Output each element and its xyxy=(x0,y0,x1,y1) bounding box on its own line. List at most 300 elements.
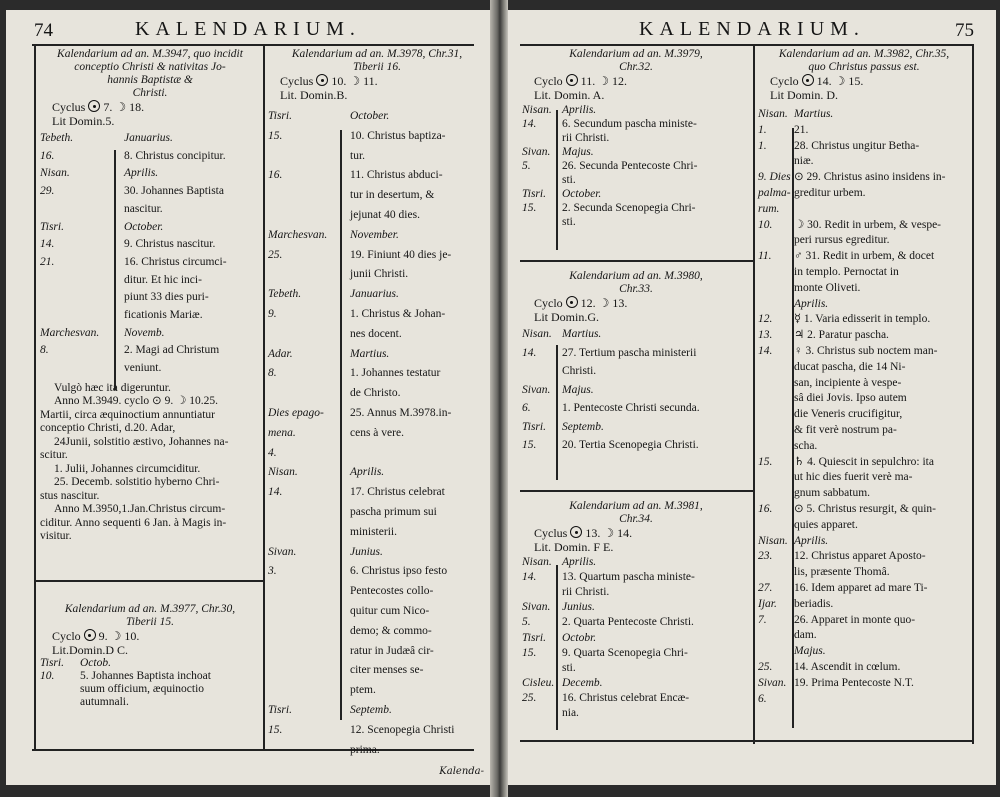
hebrew-date: Nisan. xyxy=(522,104,552,116)
hebrew-date: 15. xyxy=(522,646,537,659)
entry-text: 2. Quarta Pentecoste Christi. xyxy=(562,616,694,629)
dominical-letter: Lit Domin.G. xyxy=(534,310,599,324)
entry-text: 30. Johannes Baptista xyxy=(124,185,224,198)
hebrew-date: 1. xyxy=(758,123,767,136)
calendar-row xyxy=(758,171,970,185)
calendar-heading: Tiberii 15. xyxy=(126,616,174,628)
hebrew-date: Cisleu. xyxy=(522,676,555,689)
entry-text: citer menses se- xyxy=(350,664,424,677)
calendar-row xyxy=(522,118,750,132)
calendar-heading: quo Christus passus est. xyxy=(808,61,920,73)
hebrew-date: 21. xyxy=(40,255,55,268)
calendar-heading: Kalendarium ad an. M.3978, Chr.31, xyxy=(291,48,463,60)
calendar-row xyxy=(522,216,750,230)
entry-text: beriadis. xyxy=(794,597,834,610)
entry-text: 1. Johannes testatur xyxy=(350,367,441,380)
calendar-row xyxy=(522,146,750,160)
julian-month: Majus. xyxy=(562,383,594,396)
hebrew-date: 14. xyxy=(268,486,283,499)
calendar-row xyxy=(522,677,750,691)
calendar-row xyxy=(758,456,970,470)
entry-text: 1. Christus & Johan- xyxy=(350,308,446,320)
calendar-row xyxy=(758,392,970,406)
calendar-row xyxy=(758,345,970,359)
entry-text: ptem. xyxy=(350,684,376,697)
calendar-heading: Kalendarium ad an. M.3977, Chr.30, xyxy=(64,603,236,615)
cycle-lunar: ☽ 15. xyxy=(834,74,864,88)
calendar-row xyxy=(758,645,970,659)
julian-month: November. xyxy=(350,228,399,241)
hebrew-date: 12. xyxy=(758,313,773,326)
entry-text: ☽ 30. Redit in urbem, & vespe- xyxy=(794,218,942,231)
sun-icon xyxy=(316,74,328,86)
calendar-row xyxy=(758,598,970,612)
entry-text: 5. Johannes Baptista inchoat xyxy=(80,670,211,682)
calendar-row xyxy=(758,629,970,643)
entry-text: 2. Secunda Scenopegia Chri- xyxy=(562,202,696,214)
hebrew-date: 14. xyxy=(40,238,55,251)
calendar-row xyxy=(758,203,970,217)
julian-month: Octobr. xyxy=(562,631,597,644)
entry-text: nia. xyxy=(562,707,579,719)
hebrew-date: 14. xyxy=(758,345,773,357)
cycle-lunar: ☽ 11. xyxy=(349,74,378,88)
hebrew-date: Sivan. xyxy=(758,676,787,689)
top-rule-left xyxy=(32,44,474,46)
hebrew-date: 16. xyxy=(758,503,773,515)
calendar-row xyxy=(268,585,486,599)
calendar-row xyxy=(758,266,970,280)
calendar-row xyxy=(40,185,260,199)
calendar-row xyxy=(268,229,486,243)
top-rule-right xyxy=(520,44,972,46)
calendar-row xyxy=(522,202,750,216)
hebrew-date: Sivan. xyxy=(522,601,551,614)
hebrew-date: Nisan. xyxy=(522,328,552,340)
hebrew-date: Sivan. xyxy=(522,383,551,396)
entry-text: rii Christi. xyxy=(562,132,610,144)
calendar-row xyxy=(522,586,750,600)
hebrew-date: 25. xyxy=(758,661,773,673)
calendar-row xyxy=(268,268,486,282)
entry-text: tur in desertum, & xyxy=(350,189,435,202)
cycle-line xyxy=(40,100,260,114)
cycle-solar: 12. xyxy=(580,296,596,310)
entry-text: pascha primum sui xyxy=(350,506,437,518)
entry-text: 2. Magi ad Christum xyxy=(124,344,220,357)
hebrew-date: 10. xyxy=(758,218,773,231)
calendar-row xyxy=(758,329,970,343)
entry-text: ut hic dies fuerit verè ma- xyxy=(794,471,913,484)
julian-month: Decemb. xyxy=(562,676,603,689)
calendar-heading: Chr.33. xyxy=(619,283,653,295)
cycle-label: Cyclus xyxy=(534,526,568,540)
note-line: Anno M.3950,1.Jan.Christus circum- xyxy=(54,503,226,516)
hebrew-date: 9. Dies xyxy=(758,171,791,184)
calendar-row xyxy=(758,313,970,327)
calendar-row xyxy=(758,582,970,596)
calendar-row xyxy=(522,188,750,202)
entry-text: demo; & commo- xyxy=(350,624,432,637)
entry-text: 19. Prima Pentecoste N.T. xyxy=(794,676,914,689)
calendar-row xyxy=(758,471,970,485)
cycle-solar: 14. xyxy=(816,74,832,88)
calendar-row xyxy=(522,632,750,646)
calendar-row xyxy=(268,506,486,520)
entry-text: nascitur. xyxy=(124,202,163,215)
cycle-lunar: ☽ 10. xyxy=(110,629,140,643)
calendar-row xyxy=(522,328,750,342)
running-title-right: KALENDARIUM. xyxy=(639,18,865,40)
note-line: Anno M.3949. cyclo ⊙ 9. ☽ 10.25. xyxy=(54,395,219,408)
entry-text: sti. xyxy=(562,174,576,186)
calendar-row xyxy=(758,535,970,549)
calendar-row xyxy=(758,519,970,533)
note-line: ciditur. Anno sequenti 6 Jan. à Magis in- xyxy=(40,516,227,529)
hebrew-date: 6. xyxy=(758,692,767,705)
calendar-row xyxy=(758,677,970,691)
running-head-left xyxy=(6,18,490,40)
calendar-row xyxy=(268,625,486,639)
entry-text: ⊙ 29. Christus asino insidens in- xyxy=(794,171,946,184)
julian-month: October. xyxy=(124,220,164,233)
calendar-row xyxy=(268,407,486,421)
calendar-row xyxy=(522,160,750,174)
calendar-row xyxy=(758,155,970,169)
calendar-row xyxy=(268,387,486,401)
cycle-label: Cyclo xyxy=(770,74,799,88)
dominical-letter: Lit. Domin. F E. xyxy=(534,540,614,554)
calendar-row xyxy=(268,209,486,223)
calendar-row xyxy=(758,282,970,296)
entry-text: sâ diei Jovis. Ipso autem xyxy=(794,392,907,405)
calendar-row xyxy=(268,150,486,164)
hebrew-date: 29. xyxy=(40,185,55,198)
hebrew-date: 11. xyxy=(758,250,772,263)
calendar-heading: Kalendarium ad an. M.3981, xyxy=(569,500,703,512)
calendar-row xyxy=(268,684,486,698)
hebrew-date: Tisri. xyxy=(40,220,64,233)
column-divider-left xyxy=(263,44,265,749)
calendar-heading: Kalendarium ad an. M.3980, xyxy=(569,270,703,282)
column-divider-right xyxy=(753,44,755,744)
calendar-row xyxy=(40,291,260,305)
hebrew-date: Adar. xyxy=(268,347,293,360)
entry-text: ⊙ 5. Christus resurgit, & quin- xyxy=(794,503,936,515)
calendar-heading: conceptio Christi & nativitas Jo- xyxy=(74,61,226,73)
entry-text: greditur urbem. xyxy=(794,187,866,199)
note-line: Martii, circa æquinoctium annuntiatur xyxy=(40,408,216,421)
entry-text: 14. Ascendit in cœlum. xyxy=(794,661,901,673)
julian-month: Aprilis. xyxy=(794,534,829,547)
calendar-row xyxy=(522,692,750,706)
hebrew-date: Nisan. xyxy=(40,167,70,180)
calendar-row xyxy=(522,347,750,361)
calendar-row xyxy=(40,327,260,341)
hebrew-date: 15. xyxy=(268,723,283,736)
entry-text: ducat pascha, die 14 Ni- xyxy=(794,360,906,373)
note-line: 1. Julii, Johannes circumciditur. xyxy=(54,462,201,475)
calendar-heading: Kalendarium ad an. M.3947, quo incidit xyxy=(57,48,243,60)
cycle-line xyxy=(522,526,750,540)
calendar-row xyxy=(268,110,486,124)
entry-text: 12. Scenopegia Christi xyxy=(350,723,455,736)
hebrew-date: Sivan. xyxy=(268,545,297,558)
cycle-solar: 9. xyxy=(98,629,108,643)
calendar-row xyxy=(758,487,970,501)
entry-text: lis, præsente Thomâ. xyxy=(794,566,890,579)
calendar-row xyxy=(522,439,750,453)
calendar-row xyxy=(522,616,750,630)
entry-text: Christi. xyxy=(562,365,597,377)
right-border xyxy=(972,44,974,744)
calendar-row xyxy=(522,421,750,435)
calendar-row xyxy=(758,108,970,122)
hebrew-date: Sivan. xyxy=(522,146,551,158)
hebrew-date: 1. xyxy=(758,139,767,152)
julian-month: Novemb. xyxy=(124,326,165,339)
calendar-row xyxy=(40,344,260,358)
hebrew-date: 14. xyxy=(522,571,537,584)
historical-note xyxy=(40,382,260,544)
hebrew-date: 23. xyxy=(758,550,773,563)
cycle-solar: 11. xyxy=(580,74,596,88)
entry-text: 9. Christus nascitur. xyxy=(124,238,216,251)
cycle-label: Cyclo xyxy=(534,296,563,310)
calendar-row xyxy=(522,174,750,188)
entry-text: in templo. Pernoctat in xyxy=(794,266,899,278)
dominical-letter: Lit Domin. D. xyxy=(770,88,838,102)
hebrew-date: Tisri. xyxy=(522,420,546,433)
cycle-label: Cyclo xyxy=(52,629,81,643)
entry-text: suum officium, æquinoctio xyxy=(80,683,205,695)
hebrew-date: 25. xyxy=(268,248,283,261)
calendar-row xyxy=(758,503,970,517)
note-line: 25. Decemb. solstitio hyberno Chri- xyxy=(54,476,220,489)
entry-text: 25. Annus M.3978.in- xyxy=(350,407,452,419)
calendar-row xyxy=(758,140,970,154)
calendar-row xyxy=(268,308,486,322)
julian-month: October. xyxy=(562,188,602,200)
entry-text: monte Oliveti. xyxy=(794,281,861,294)
hebrew-date: Tisri. xyxy=(522,188,546,200)
entry-text: nes docent. xyxy=(350,327,402,340)
entry-text: 16. Christus celebrat Encæ- xyxy=(562,691,690,704)
hebrew-date: 27. xyxy=(758,582,773,594)
calendar-row xyxy=(40,309,260,323)
calendar-row xyxy=(40,203,260,217)
hebrew-date: 9. xyxy=(268,308,277,320)
calendar-row xyxy=(758,614,970,628)
calendar-row xyxy=(268,744,486,758)
calendar-row xyxy=(522,384,750,398)
sun-icon xyxy=(88,100,100,112)
calendar-row xyxy=(268,724,486,738)
note-line: visitur. xyxy=(40,530,72,543)
calendar-row xyxy=(268,526,486,540)
hebrew-date: palma- xyxy=(758,187,791,199)
cycle-lunar: ☽ 12. xyxy=(598,74,627,88)
cycle-line xyxy=(522,296,750,310)
hebrew-date: Marchesvan. xyxy=(40,326,100,339)
calendar-row xyxy=(268,704,486,718)
entry-text: ♄ 4. Quiescit in sepulchro: ita xyxy=(794,455,934,468)
calendar-row xyxy=(522,707,750,721)
entry-text: 10. Christus baptiza- xyxy=(350,129,446,142)
calendar-heading: hannis Baptistæ & xyxy=(107,74,193,86)
note-line: scitur. xyxy=(40,449,68,462)
calendar-row xyxy=(758,250,970,264)
julian-month: Octob. xyxy=(80,657,111,669)
calendar-heading: Kalendarium ad an. M.3979, xyxy=(569,48,703,60)
entry-text: quies apparet. xyxy=(794,518,858,531)
julian-month: October. xyxy=(350,110,390,122)
calendar-row xyxy=(268,328,486,342)
hebrew-date: Tisri. xyxy=(268,110,292,122)
cycle-line xyxy=(522,74,750,88)
cycle-label: Cyclo xyxy=(534,74,563,88)
sun-icon xyxy=(84,629,96,641)
entry-text: niæ. xyxy=(794,155,814,168)
entry-text: 27. Tertium pascha ministerii xyxy=(562,346,697,359)
calendar-row xyxy=(268,169,486,183)
hebrew-date: 25. xyxy=(522,691,537,704)
julian-month: Majus. xyxy=(794,645,826,658)
julian-month: Martius. xyxy=(350,347,390,360)
entry-text: 16. Idem apparet ad mare Ti- xyxy=(794,582,928,594)
calendar-row xyxy=(522,647,750,661)
julian-month: Septemb. xyxy=(350,704,392,716)
dominical-letter: Lit.Domin.D C. xyxy=(52,643,129,657)
entry-text: jejunat 40 dies. xyxy=(350,209,420,221)
entry-text: & fit verè nostrum pa- xyxy=(794,424,897,436)
hebrew-date: Tisri. xyxy=(40,657,64,669)
julian-month: Aprilis. xyxy=(562,556,597,568)
entry-text: 28. Christus ungitur Betha- xyxy=(794,139,920,152)
calendar-row xyxy=(40,150,260,164)
calendar-row xyxy=(268,249,486,263)
calendar-heading: Chr.32. xyxy=(619,61,653,73)
cycle-line xyxy=(40,629,260,643)
sun-icon xyxy=(566,296,578,308)
note-line: conceptio Christi, d.20. Adar, xyxy=(40,422,176,435)
dominical-letter: Lit Domin.5. xyxy=(52,114,115,128)
hebrew-date: 15. xyxy=(522,202,537,214)
hebrew-date: mena. xyxy=(268,426,296,439)
hebrew-date: Dies epago- xyxy=(268,407,324,419)
hebrew-date: 4. xyxy=(268,446,277,459)
calendar-row xyxy=(40,670,260,683)
entry-text: 20. Tertia Scenopegia Christi. xyxy=(562,439,699,451)
hebrew-date: Tebeth. xyxy=(268,288,302,301)
entry-text: prima. xyxy=(350,743,380,756)
running-title-left: KALENDARIUM. xyxy=(135,18,361,40)
cycle-lunar: ☽ 14. xyxy=(603,526,633,540)
calendar-row xyxy=(268,486,486,500)
entry-text: san, incipiente à vespe- xyxy=(794,376,902,389)
dominical-letter: Lit. Domin.B. xyxy=(280,88,348,102)
entry-text: dam. xyxy=(794,629,817,642)
calendar-row xyxy=(758,566,970,580)
catchword: Kalenda- xyxy=(439,766,484,777)
hebrew-date: 6. xyxy=(522,402,531,414)
calendar-row xyxy=(268,288,486,302)
entry-text: 26. Apparet in monte quo- xyxy=(794,613,916,626)
sun-icon xyxy=(570,526,582,538)
calendar-row xyxy=(40,167,260,181)
entry-text: 26. Secunda Pentecoste Chri- xyxy=(562,160,698,172)
note-line: Vulgò hæc ita digeruntur. xyxy=(54,381,171,394)
entry-text: scha. xyxy=(794,439,818,452)
dominical-letter: Lit. Domin. A. xyxy=(534,88,605,102)
entry-text: ♃ 2. Paratur pascha. xyxy=(794,329,889,342)
entry-text: Pentecostes collo- xyxy=(350,585,434,598)
cycle-line xyxy=(758,74,970,88)
bottom-rule-right xyxy=(520,740,972,742)
calendar-row xyxy=(758,424,970,438)
calendar-row xyxy=(268,189,486,203)
hebrew-date: Ijar. xyxy=(758,597,777,610)
calendar-row xyxy=(40,274,260,288)
calendar-row xyxy=(40,132,260,146)
hebrew-date: 8. xyxy=(268,367,277,380)
hebrew-date: 16. xyxy=(40,149,55,162)
calendar-heading: Tiberii 16. xyxy=(353,61,401,73)
calendar-heading: Christi. xyxy=(132,87,168,99)
entry-text: ☿ 1. Varia edisserit in templo. xyxy=(794,313,931,326)
hebrew-date: Nisan. xyxy=(758,534,788,547)
julian-month: Martius. xyxy=(794,108,834,120)
calendar-row xyxy=(522,132,750,146)
left-page xyxy=(6,10,490,785)
calendar-row xyxy=(758,408,970,422)
entry-text: tur. xyxy=(350,149,366,162)
calendar-row xyxy=(268,130,486,144)
entry-text: ditur. Et hic inci- xyxy=(124,273,202,286)
hebrew-date: 15. xyxy=(268,129,283,142)
calendar-row xyxy=(522,556,750,570)
julian-month: Septemb. xyxy=(562,420,604,433)
hebrew-date: 15. xyxy=(522,439,537,451)
calendar-row xyxy=(268,367,486,381)
entry-text: 19. Finiunt 40 dies je- xyxy=(350,248,452,261)
entry-text: ficationis Mariæ. xyxy=(124,309,203,321)
calendar-row xyxy=(40,221,260,235)
entry-text: 6. Christus ipso festo xyxy=(350,565,448,578)
left-border xyxy=(34,44,36,749)
section-rule-left xyxy=(34,580,263,582)
calendar-row xyxy=(40,657,260,670)
julian-month: Aprilis. xyxy=(350,466,385,479)
julian-month: Majus. xyxy=(562,146,594,158)
calendar-row xyxy=(268,645,486,659)
entry-text: 13. Quartum pascha ministe- xyxy=(562,571,695,584)
hebrew-date: rum. xyxy=(758,202,780,215)
hebrew-date: 10. xyxy=(40,670,55,682)
entry-text: ministerii. xyxy=(350,525,397,538)
page-number-left: 74 xyxy=(34,20,53,41)
hebrew-date: 8. xyxy=(40,344,49,357)
sun-icon xyxy=(566,74,578,86)
entry-text: 1. Pentecoste Christi secunda. xyxy=(562,402,700,414)
hebrew-date: 5. xyxy=(522,616,531,629)
hebrew-date: 7. xyxy=(758,613,767,626)
calendar-row xyxy=(758,361,970,375)
hebrew-date: 13. xyxy=(758,329,773,342)
calendar-row xyxy=(758,298,970,312)
hebrew-date: 15. xyxy=(758,455,773,468)
entry-text: junii Christi. xyxy=(350,268,409,281)
